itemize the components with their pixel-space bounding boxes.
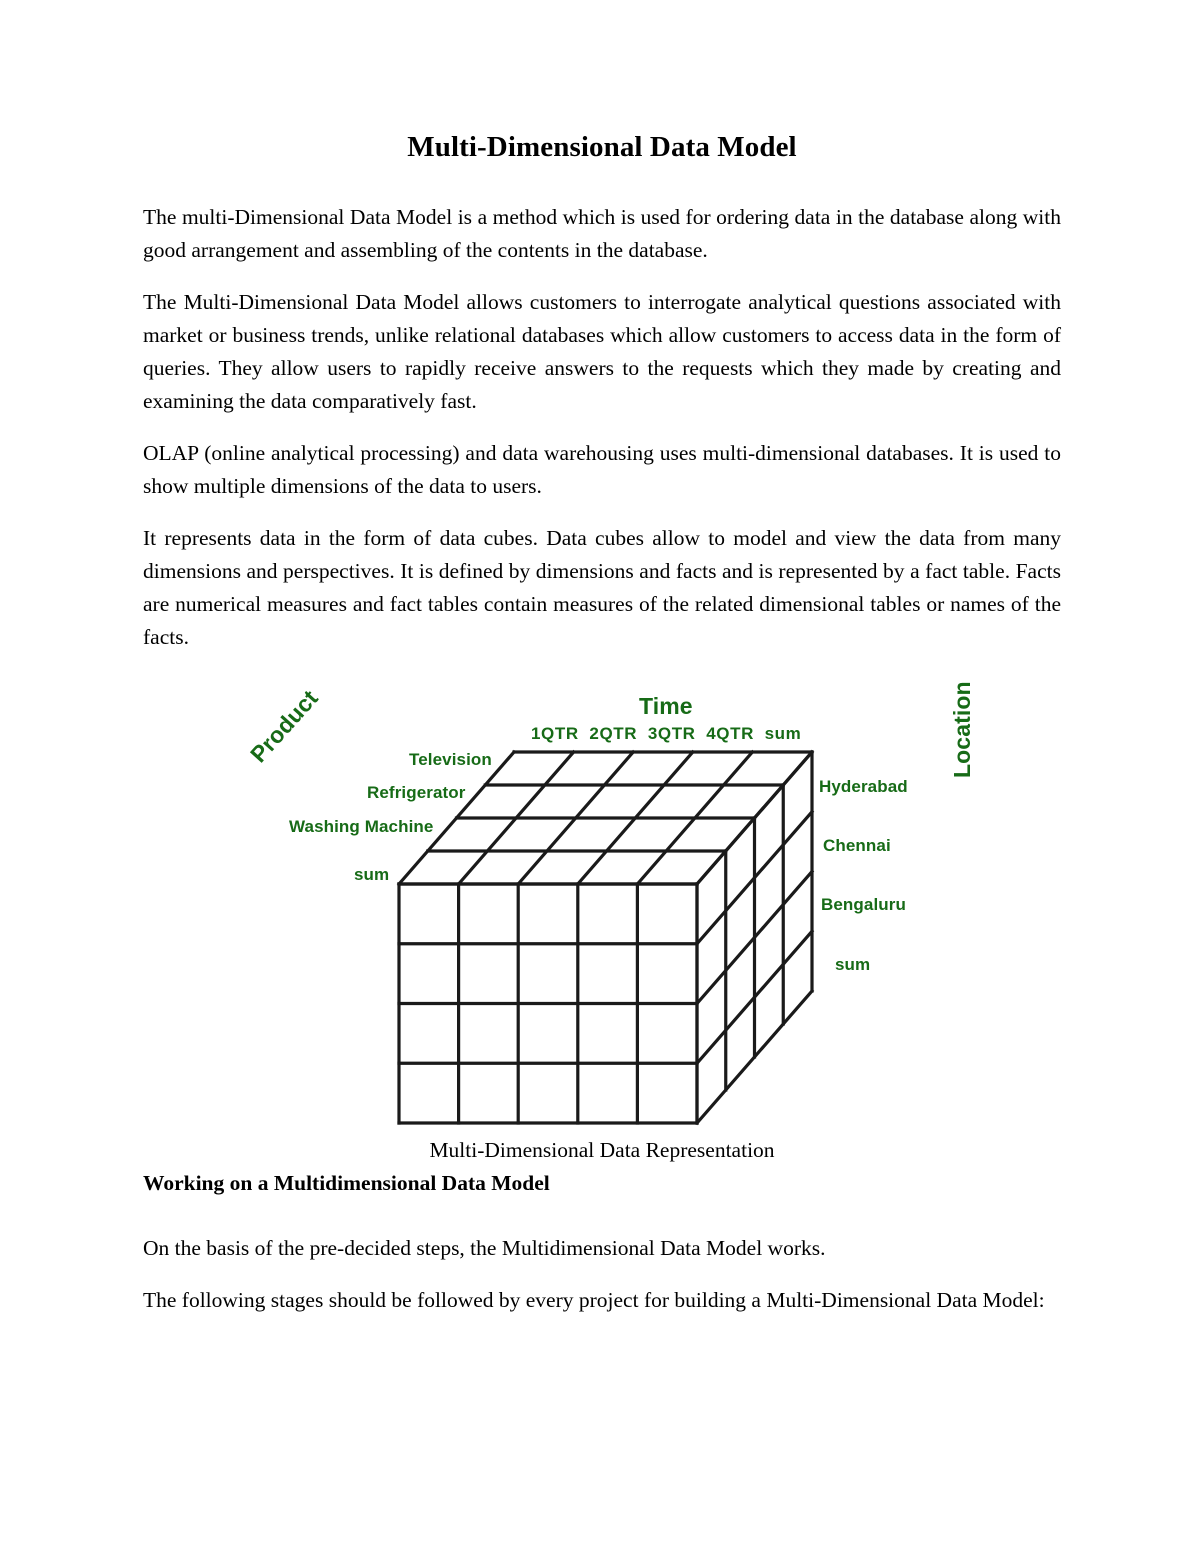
tick-hyderabad: Hyderabad — [819, 776, 908, 796]
page-title: Multi-Dimensional Data Model — [407, 131, 797, 163]
tick-television: Television — [409, 749, 492, 769]
tick-chennai: Chennai — [823, 835, 891, 855]
paragraph-pre-decided-steps: On the basis of the pre-decided steps, the Multidimensional Data Model works. — [143, 1235, 826, 1260]
paragraph-datacubes: It represents data in the form of data cubes. Data cubes allow to model and view the data from many dimensions and perspectives. It is defined by dimensions and facts and is represented by a fact table. Facts are numerical measures and fact tables contain measures of the related dimensional tables or names of the facts. — [143, 525, 1061, 649]
cube-diagram — [143, 681, 1061, 1128]
paragraph-following-stages: The following stages should be followed by every project for building a Multi-Dimensional Data Model: — [143, 1287, 1045, 1312]
axis-title-time: Time — [639, 692, 693, 719]
figure-caption: Multi-Dimensional Data Representation — [429, 1137, 775, 1162]
figure-data-cube — [143, 681, 1061, 1168]
axis-title-location: Location — [949, 681, 975, 778]
tick-refrigerator: Refrigerator — [367, 782, 466, 802]
tick-location-sum: sum — [835, 954, 871, 974]
section-heading-working: Working on a Multidimensional Data Model — [143, 1170, 550, 1195]
document-content — [143, 130, 1061, 1336]
cube-wireframe — [143, 688, 1061, 1128]
paragraph-intro: The multi-Dimensional Data Model is a method which is used for ordering data in the database along with good arrangement and assembling of the contents in the database. — [143, 204, 1061, 262]
tick-4qtr: 4QTR — [706, 723, 754, 743]
tick-2qtr: 2QTR — [589, 723, 638, 743]
tick-time-sum: sum — [764, 723, 802, 743]
paragraph-olap: OLAP (online analytical processing) and data warehousing uses multi-dimensional databases. It is used to show multiple dimensions of the data to users. — [143, 440, 1061, 498]
axis-ticks-time — [531, 724, 801, 744]
tick-product-sum: sum — [354, 864, 390, 884]
tick-1qtr: 1QTR — [531, 723, 579, 743]
tick-bengaluru: Bengaluru — [821, 894, 906, 914]
paragraph-analytical: The Multi-Dimensional Data Model allows customers to interrogate analytical questions associated with market or business trends, unlike relational databases which allow customers to access data in the form of queries. They allow users to rapidly receive answers to the requests which they made by creating and examining the data comparatively fast. — [143, 289, 1061, 413]
tick-3qtr: 3QTR — [647, 723, 696, 743]
axis-title-product: Product — [245, 684, 323, 768]
tick-washing-machine: Washing Machine — [289, 816, 434, 836]
